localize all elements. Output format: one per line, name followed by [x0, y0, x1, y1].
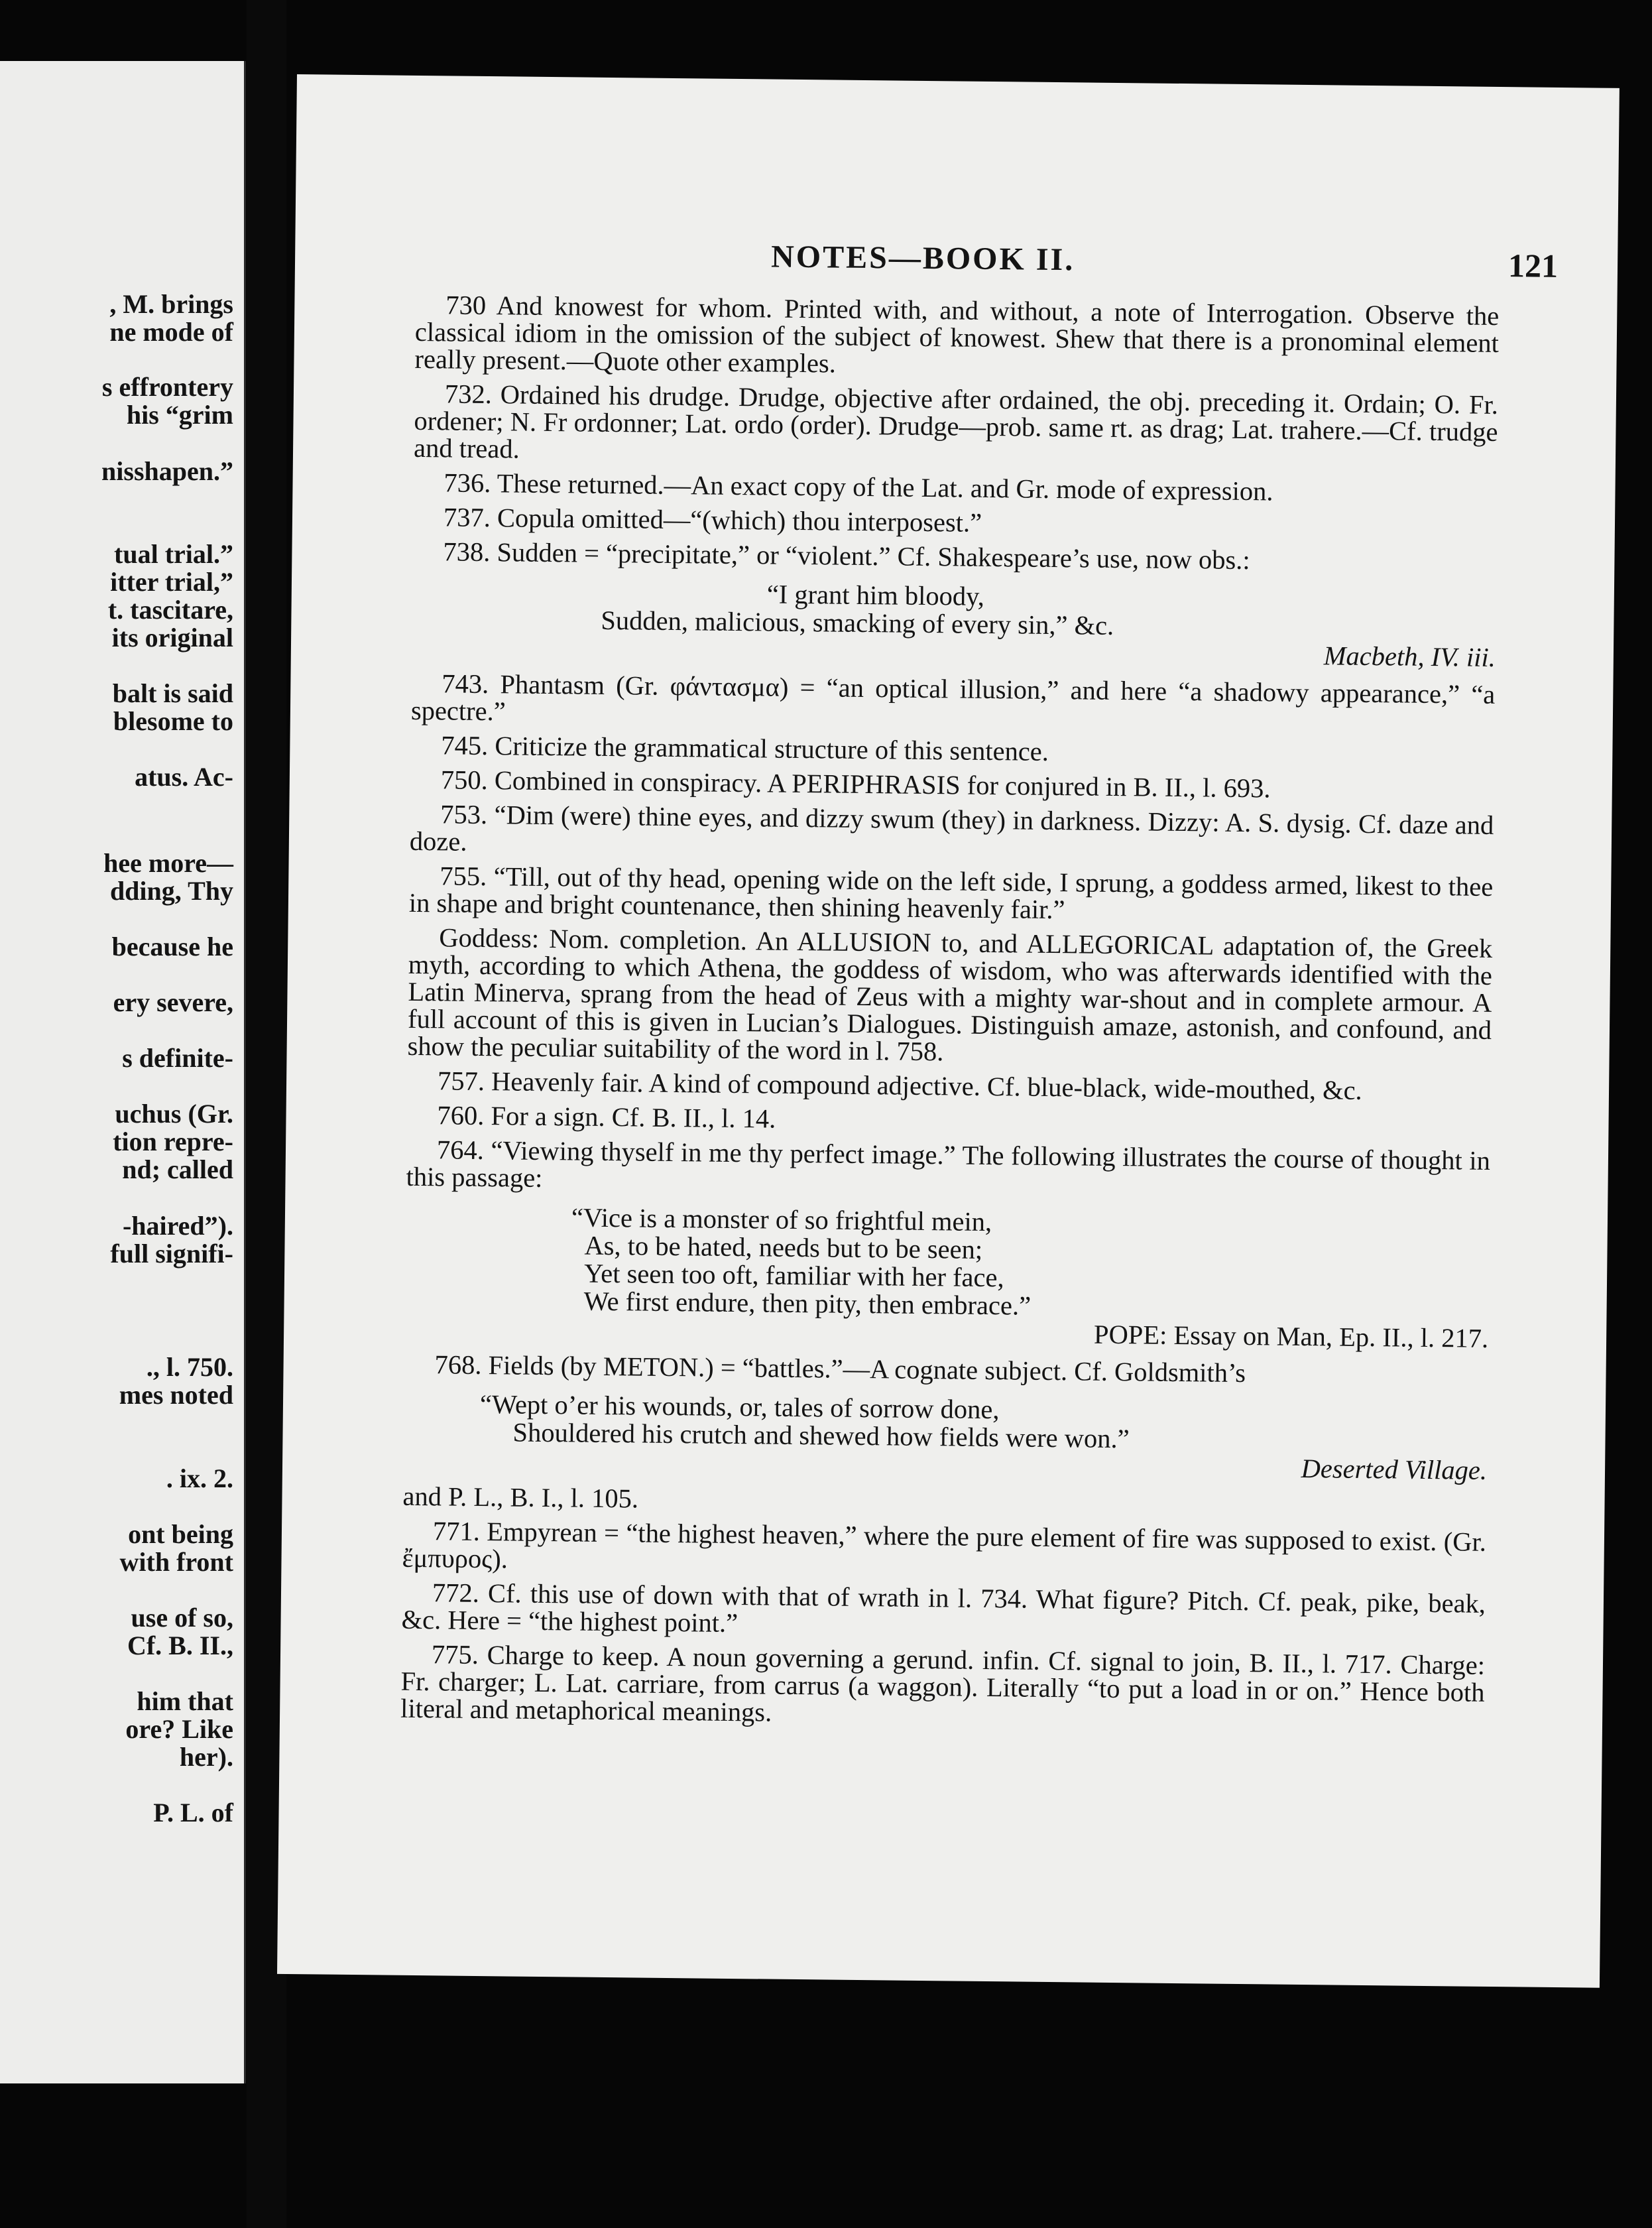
left-page-line: use of so, — [131, 1603, 233, 1633]
note-755-goddess: Goddess: Nom. completion. An ALLUSION to, and ALLEGORICAL adaptation of, the Greek myth, according to which Athena, the goddess of wisdom, who was afterwards identified with the Latin Minerva, sprang from the head of Zeus with a mighty war-shout and in complete armour. A full account of this is given in Lucian’s Dialogues. Distinguish amaze, astonish, and confound, and show the peculiar suitability of the word in l. 758. — [407, 922, 1493, 1067]
note-730: 730 And knowest for whom. Printed with, and without, a note of Interrogation. Observe the classical idiom in the omission of the subject of knowest. Shew that there is a pronominal element really present.—Quote other examples. — [414, 290, 1500, 379]
note-738: 738. Sudden = “precipitate,” or “violent.” Cf. Shakespeare’s use, now obs.: — [443, 536, 1250, 576]
note-764: 764. “Viewing thyself in me thy perfect image.” The following illustrates the course of thought in this passage: — [406, 1135, 1491, 1193]
left-page-line: . ix. 2. — [166, 1463, 233, 1493]
running-head: NOTES—BOOK II. — [770, 239, 1075, 278]
left-page-line: t. tascitare, — [107, 595, 233, 625]
left-page-line: its original — [111, 623, 233, 652]
left-page-line: Cf. B. II., — [127, 1631, 233, 1660]
left-page-line: because he — [111, 932, 233, 961]
page-number: 121 — [1507, 247, 1559, 284]
note-757: 757. Heavenly fair. A kind of compound adjective. Cf. blue-black, wide-mouthed, &c. — [437, 1066, 1362, 1105]
left-page-line: nd; called — [122, 1154, 233, 1184]
pope-quote — [404, 1202, 1490, 1353]
quote-line: As, to be hated, needs but to be seen; — [584, 1230, 983, 1265]
quote-source: POPE: Essay on Man, Ep. II., l. 217. — [1093, 1319, 1489, 1353]
note-755: 755. “Till, out of thy head, opening wide on the left side, I sprung, a goddess armed, likest to thee in shape and bright countenance, then shining heavenly fair.” — [408, 861, 1494, 925]
left-page-line: her). — [179, 1742, 233, 1772]
left-page-line: hee more— — [103, 848, 233, 878]
left-page-line: tual trial.” — [114, 539, 233, 569]
left-page-line: s definite- — [122, 1043, 233, 1073]
left-page-line: ery severe, — [113, 987, 233, 1017]
quote-line: “Vice is a monster of so frightful mein, — [571, 1202, 992, 1237]
goldsmith-quote — [403, 1390, 1488, 1485]
left-page-line: -haired”). — [122, 1211, 233, 1241]
left-page-line: uchus (Gr. — [115, 1099, 233, 1129]
quote-line: Sudden, malicious, smacking of every sin,” &c. — [601, 605, 1114, 641]
left-page-line: atus. Ac- — [135, 762, 233, 792]
quote-line: “Wept o’er his wounds, or, tales of sorrow done, — [479, 1389, 1000, 1425]
note-771: 771. Empyrean = “the highest heaven,” where the pure element of fire was supposed to exist. (Gr. ἔμπυρος). — [402, 1516, 1487, 1574]
note-750: 750. Combined in conspiracy. A PERIPHRASIS for conjured in B. II., l. 693. — [440, 765, 1271, 804]
left-page-line: s effrontery — [101, 372, 233, 402]
left-page-line: mes noted — [119, 1380, 233, 1410]
note-772: 772. Cf. this use of down with that of wrath in l. 734. What figure? Pitch. Cf. peak, pike, beak, &c. Here = “the highest point.” — [401, 1578, 1486, 1639]
macbeth-quote — [412, 577, 1496, 672]
left-page-line: with front — [119, 1547, 233, 1577]
note-732: 732. Ordained his drudge. Drudge, objective after ordained, the obj. preceding it. Ordain; O. Fr. ordener; N. Fr ordonner; Lat. ordo (order). Drudge—prob. same rt. as drag; Lat. trahere.—Cf. trudge and tread. — [413, 379, 1499, 464]
left-page-line: ont being — [128, 1519, 233, 1549]
note-775: 775. Charge to keep. A noun governing a gerund. infin. Cf. signal to join, B. II., l. 717. Charge: Fr. charger; L. Lat. carriare, from carrus (a waggon). Literally “to put a load in or on.” Hence both literal and metaphorical meanings. — [400, 1639, 1486, 1727]
note-768: 768. Fields (by METON.) = “battles.”—A cognate subject. Cf. Goldsmith’s — [434, 1349, 1246, 1389]
left-page-line: ore? Like — [125, 1714, 233, 1744]
left-page-line: dding, Thy — [109, 876, 233, 906]
quote-line: We first endure, then pity, then embrace.” — [583, 1286, 1032, 1321]
note-736: 736. These returned.—An exact copy of the Lat. and Gr. mode of expression. — [443, 467, 1273, 507]
note-745: 745. Criticize the grammatical structure of this sentence. — [441, 730, 1049, 767]
left-page-line: him that — [137, 1686, 233, 1716]
left-page-line: his “grim — [126, 400, 233, 430]
left-page-line: ne mode of — [109, 317, 233, 347]
left-page-line: itter trial,” — [110, 567, 233, 597]
quote-source: Deserted Village. — [1301, 1453, 1488, 1485]
note-737: 737. Copula omitted—“(which) thou interposest.” — [443, 502, 982, 538]
quote-line: Yet seen too oft, familiar with her face, — [583, 1258, 1004, 1293]
left-page-line: ., l. 750. — [146, 1352, 233, 1382]
quote-line: “I grant him bloody, — [766, 579, 985, 611]
note-760: 760. For a sign. Cf. B. II., l. 14. — [437, 1100, 776, 1134]
note-743: 743. Phantasm (Gr. φάντασμα) = “an optical illusion,” and here “a shadowy appearance,” “a spectre.” — [410, 668, 1496, 727]
notes-body — [400, 291, 1500, 1741]
left-page-line: , M. brings — [109, 289, 233, 319]
note-753: 753. “Dim (were) thine eyes, and dizzy swum (they) in darkness. Dizzy: A. S. dysig. Cf. daze and doze. — [409, 799, 1494, 857]
left-page-line: balt is said — [112, 678, 233, 708]
left-page-line: nisshapen.” — [101, 456, 233, 486]
left-page-line: tion repre- — [113, 1127, 233, 1156]
left-page-line: blesome to — [113, 706, 233, 736]
note-768-continued: and P. L., B. I., l. 105. — [402, 1481, 639, 1514]
right-page — [277, 74, 1620, 1988]
quote-line: Shouldered his crutch and shewed how fields were won.” — [512, 1417, 1130, 1454]
page-header — [295, 233, 1618, 287]
left-facing-page — [0, 61, 246, 2083]
left-page-line: P. L. of — [153, 1798, 233, 1827]
quote-source: Macbeth, IV. iii. — [1323, 641, 1496, 672]
left-page-line: full signifi- — [110, 1239, 233, 1269]
